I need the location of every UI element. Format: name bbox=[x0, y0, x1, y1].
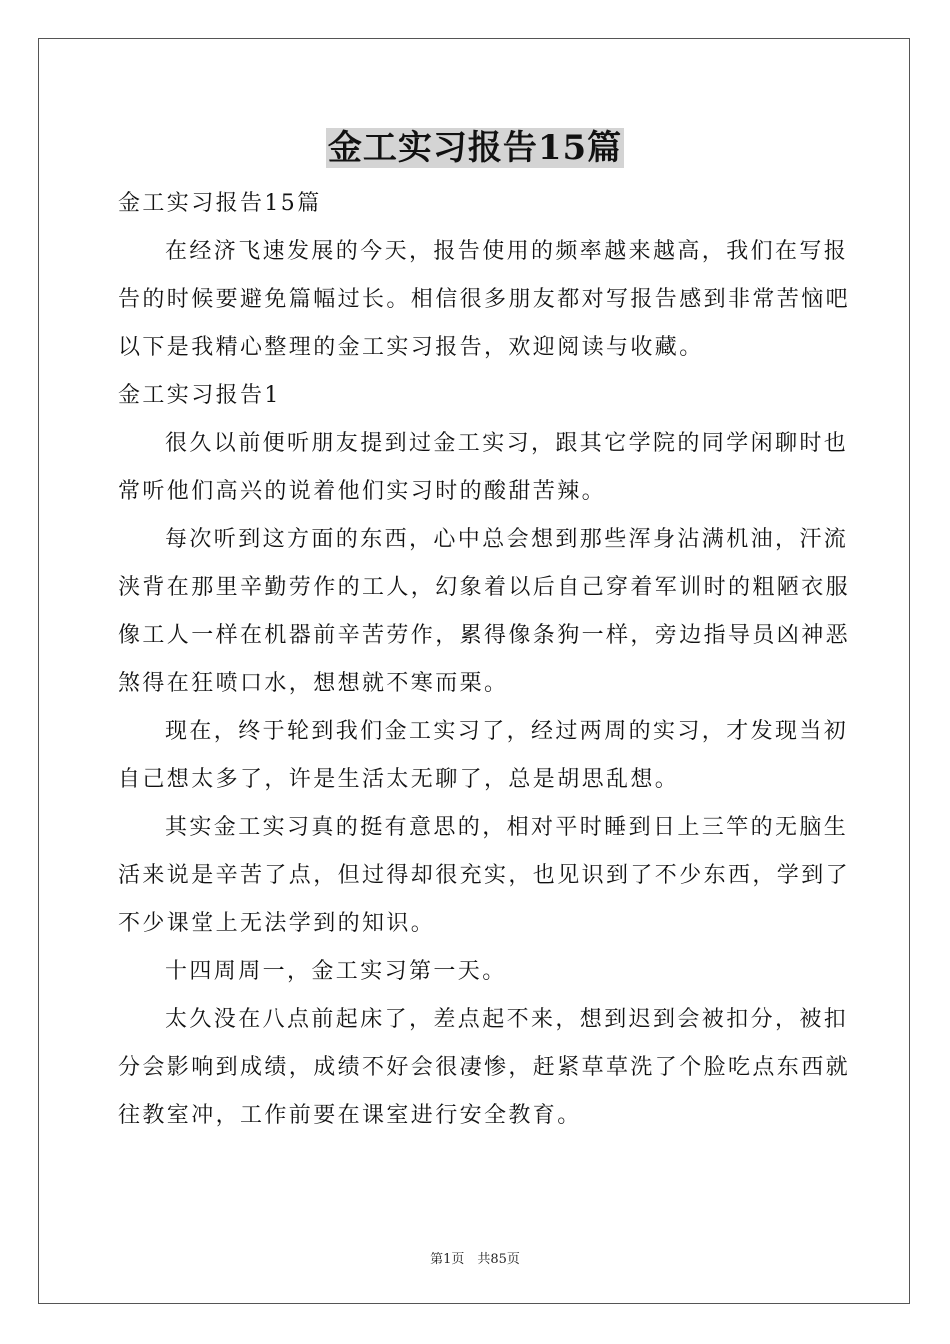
text-line: 往教室冲，工作前要在课室进行安全教育。 bbox=[118, 1103, 582, 1128]
text-line: 常听他们高兴的说着他们实习时的酸甜苦辣。 bbox=[118, 479, 607, 504]
text-line: 金工实习报告15篇 bbox=[118, 191, 322, 216]
document-body bbox=[118, 180, 851, 1140]
page-footer: 第1页 共85页 bbox=[430, 1252, 520, 1267]
text-line: 像工人一样在机器前辛苦劳作，累得像条狗一样，旁边指导员凶神恶 bbox=[118, 623, 851, 648]
text-line: 金工实习报告1 bbox=[118, 383, 281, 408]
text-line: 太久没在八点前起床了，差点起不来，想到迟到会被扣分，被扣 bbox=[165, 1007, 849, 1032]
text-line: 现在，终于轮到我们金工实习了，经过两周的实习，才发现当初 bbox=[165, 719, 849, 744]
document-title: 金工实习报告15篇 bbox=[327, 128, 623, 168]
text-line: 自己想太多了，许是生活太无聊了，总是胡思乱想。 bbox=[118, 767, 680, 792]
text-line: 不少课堂上无法学到的知识。 bbox=[118, 911, 436, 936]
text-line: 浃背在那里辛勤劳作的工人，幻象着以后自己穿着军训时的粗陋衣服 bbox=[118, 575, 851, 600]
text-line: 在经济飞速发展的今天，报告使用的频率越来越高，我们在写报 bbox=[165, 239, 849, 264]
text-line: 活来说是辛苦了点，但过得却很充实，也见识到了不少东西，学到了 bbox=[118, 863, 851, 888]
title-container bbox=[0, 128, 950, 168]
text-line: 煞得在狂喷口水，想想就不寒而栗。 bbox=[118, 671, 509, 696]
text-line: 告的时候要避免篇幅过长。相信很多朋友都对写报告感到非常苦恼吧 bbox=[118, 287, 851, 312]
text-line: 很久以前便听朋友提到过金工实习，跟其它学院的同学闲聊时也 bbox=[165, 431, 849, 456]
text-line: 以下是我精心整理的金工实习报告，欢迎阅读与收藏。 bbox=[118, 335, 704, 360]
text-line: 十四周周一，金工实习第一天。 bbox=[165, 959, 507, 984]
text-line: 分会影响到成绩，成绩不好会很凄惨，赶紧草草洗了个脸吃点东西就 bbox=[118, 1055, 851, 1080]
text-line: 其实金工实习真的挺有意思的，相对平时睡到日上三竿的无脑生 bbox=[165, 815, 849, 840]
text-line: 每次听到这方面的东西，心中总会想到那些浑身沾满机油，汗流 bbox=[165, 527, 849, 552]
